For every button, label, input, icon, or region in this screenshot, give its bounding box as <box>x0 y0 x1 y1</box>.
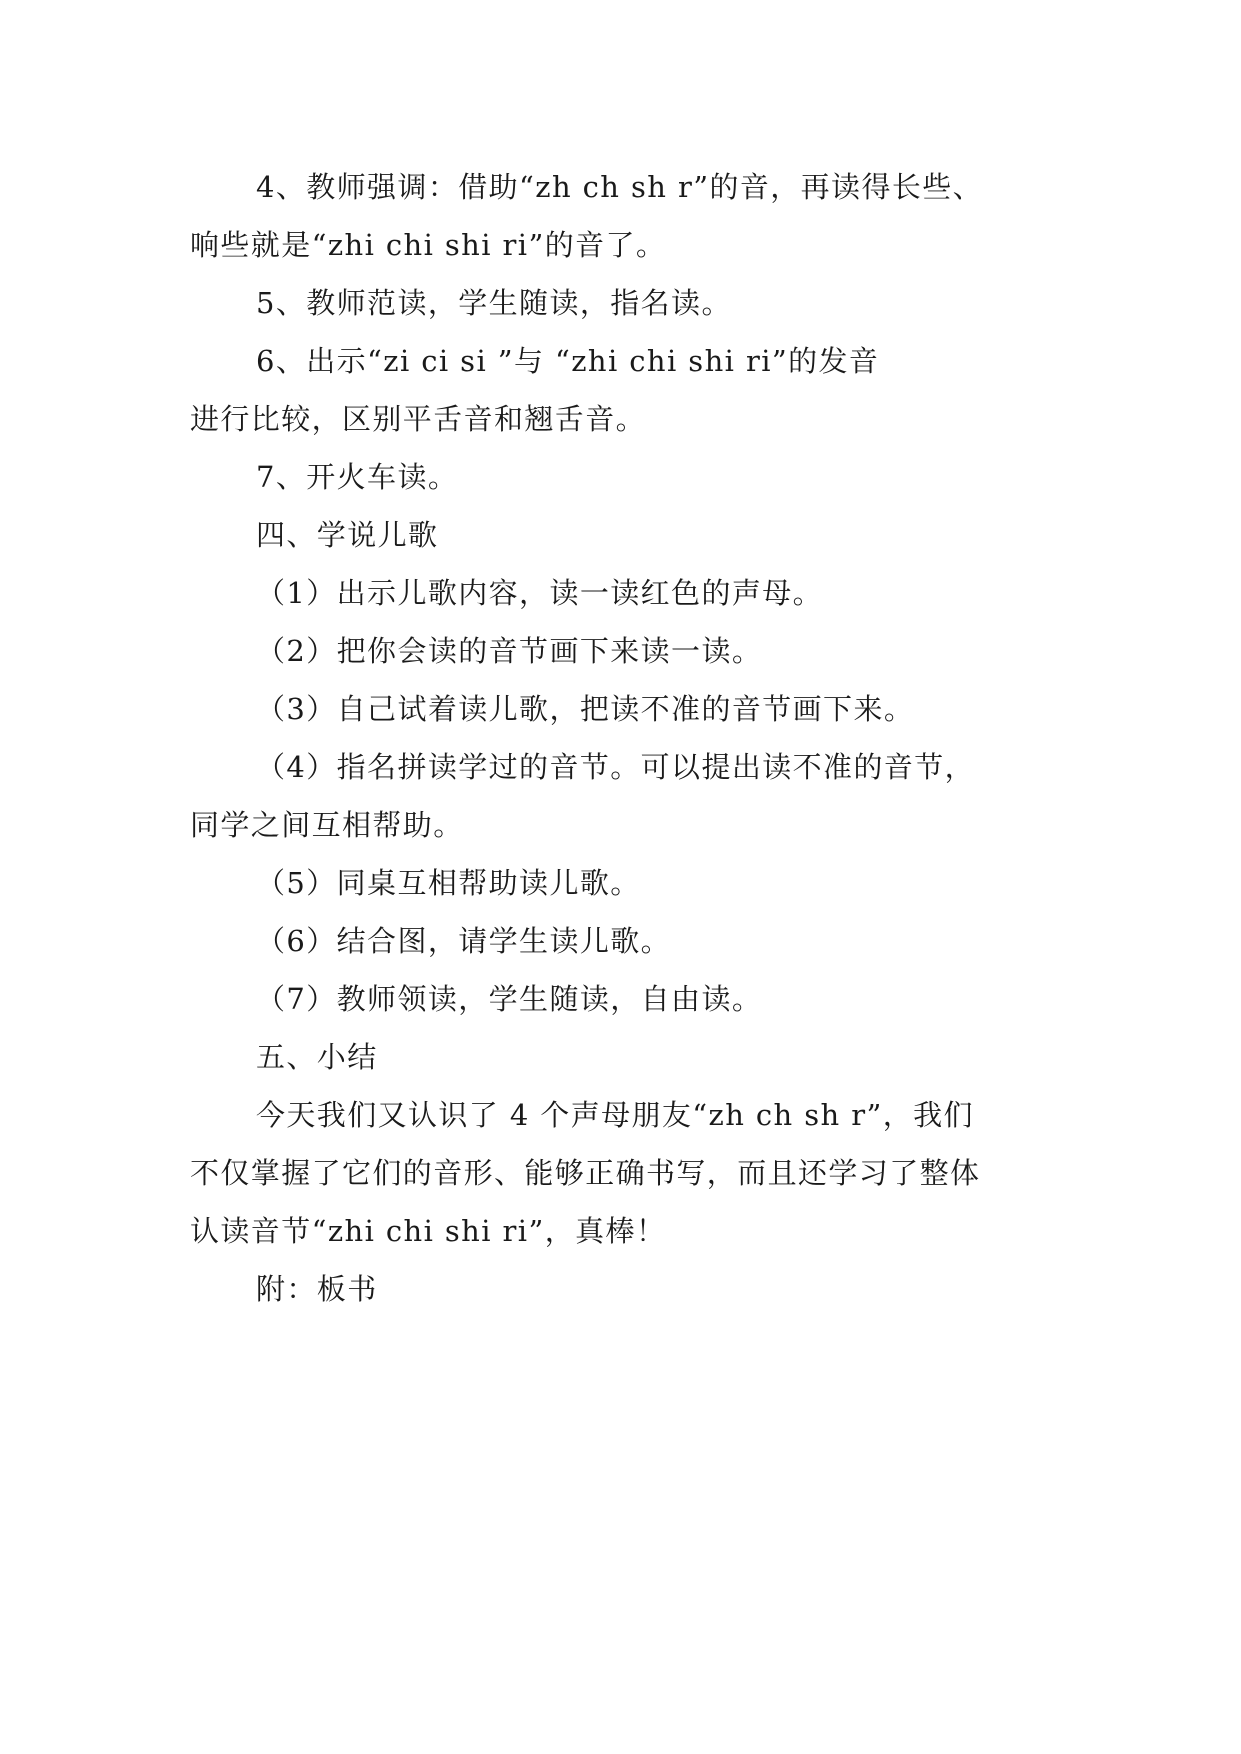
paragraph-4-line-2: 响些就是“zhi chi shi ri”的音了。 <box>190 228 667 262</box>
sub-item-4-line-2: 同学之间互相帮助。 <box>190 808 464 842</box>
paragraph-5-line-1: 5、教师范读，学生随读，指名读。 <box>256 286 732 320</box>
summary-line-1: 今天我们又认识了 4 个声母朋友“zh ch sh r”，我们 <box>256 1098 974 1132</box>
paragraph-6-line-1: 6、出示“zi ci si ”与 “zhi chi shi ri”的发音 <box>256 344 880 378</box>
sub-item-2: （2）把你会读的音节画下来读一读。 <box>256 634 763 668</box>
sub-item-6: （6）结合图，请学生读儿歌。 <box>256 924 672 958</box>
sub-item-7: （7）教师领读，学生随读，自由读。 <box>256 982 763 1016</box>
summary-line-2: 不仅掌握了它们的音形、能够正确书写，而且还学习了整体 <box>190 1156 981 1190</box>
section-heading-5: 五、小结 <box>256 1040 378 1074</box>
section-heading-4: 四、学说儿歌 <box>256 518 439 552</box>
sub-item-1: （1）出示儿歌内容，读一读红色的声母。 <box>256 576 824 610</box>
sub-item-5: （5）同桌互相帮助读儿歌。 <box>256 866 641 900</box>
appendix-label: 附：板书 <box>256 1272 378 1306</box>
sub-item-4-line-1: （4）指名拼读学过的音节。可以提出读不准的音节， <box>256 750 976 784</box>
paragraph-4-line-1: 4、教师强调：借助“zh ch sh r”的音，再读得长些、 <box>256 170 984 204</box>
paragraph-7-line-1: 7、开火车读。 <box>256 460 459 494</box>
paragraph-6-line-2: 进行比较，区别平舌音和翘舌音。 <box>190 402 647 436</box>
summary-line-3: 认读音节“zhi chi shi ri”，真棒！ <box>190 1214 667 1248</box>
sub-item-3: （3）自己试着读儿歌，把读不准的音节画下来。 <box>256 692 915 726</box>
